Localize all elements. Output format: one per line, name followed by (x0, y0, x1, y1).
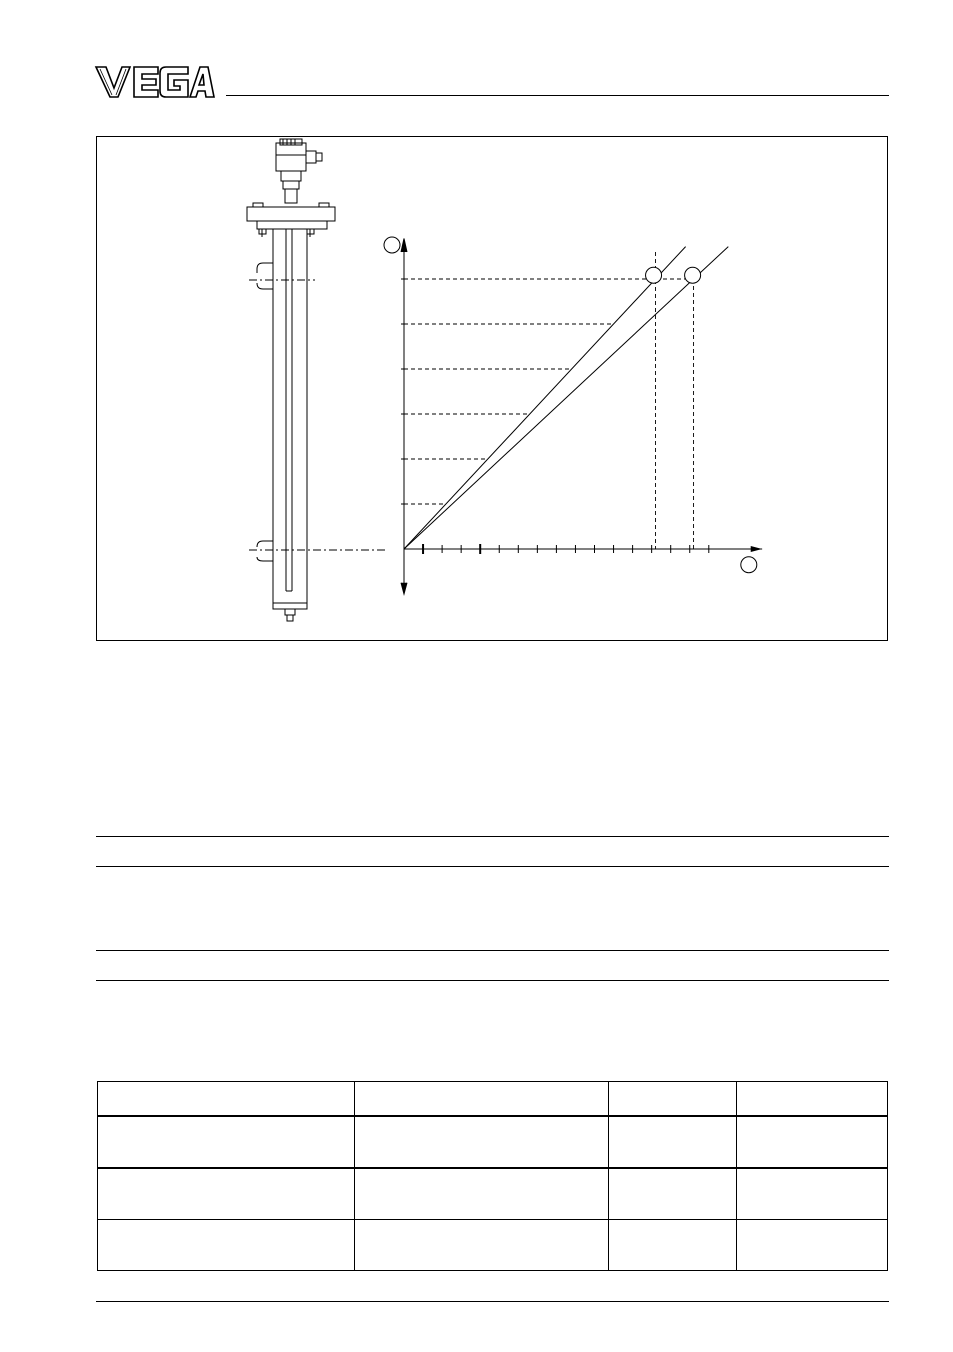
section-rule-2 (96, 866, 889, 867)
series-2-callout-marker (685, 267, 701, 283)
y-axis-callout-marker (384, 237, 400, 253)
section-rule-1 (96, 836, 889, 837)
table-row-divider (98, 1167, 887, 1169)
spec-table (97, 1081, 888, 1271)
bypass-level-probe-icon (247, 139, 385, 621)
header-rule (226, 95, 889, 96)
y-axis-arrow-down (401, 583, 407, 594)
footer-rule (96, 1301, 889, 1302)
section-rule-4 (96, 980, 889, 981)
x-axis-arrow (751, 546, 762, 552)
series-1-callout-marker (646, 267, 662, 283)
table-column-divider (354, 1082, 355, 1270)
calibration-chart (384, 237, 762, 594)
table-column-divider (736, 1082, 737, 1270)
x-axis-callout-marker (741, 557, 757, 573)
y-axis-arrow-up (401, 239, 407, 253)
section-rule-3 (96, 950, 889, 951)
table-column-divider (608, 1082, 609, 1270)
figure-canvas (97, 137, 887, 640)
series-line-1 (404, 247, 686, 549)
figure-frame (96, 136, 888, 641)
vega-logo (94, 64, 216, 100)
table-header-divider (98, 1115, 887, 1117)
series-line-2 (404, 247, 728, 549)
table-row-divider (98, 1219, 887, 1220)
